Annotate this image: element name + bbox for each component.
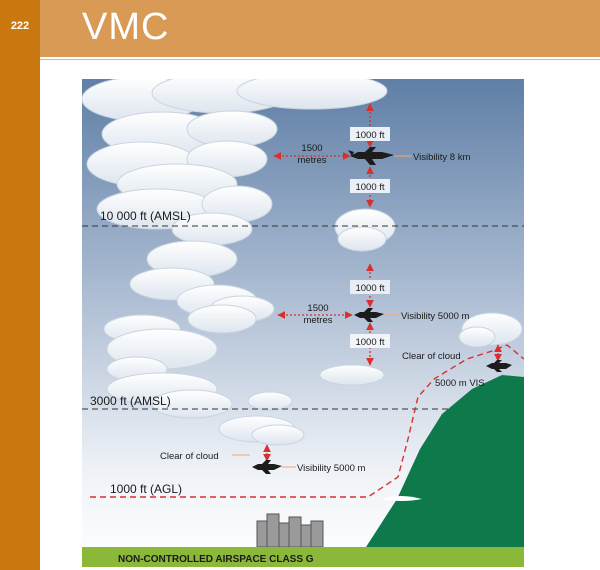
right-visibility-label: 5000 m VIS <box>435 378 485 389</box>
vmc-diagram <box>82 79 524 567</box>
upper-vert-top-label: 1000 ft <box>355 130 385 141</box>
middle-horiz-label-2: metres <box>303 315 333 326</box>
page-title: VMC <box>82 6 170 48</box>
low-visibility-label: Visibility 5000 m <box>297 463 366 474</box>
upper-horiz-label-2: metres <box>297 155 327 166</box>
side-strip <box>0 0 40 570</box>
middle-horiz-label-1: 1500 <box>307 303 329 314</box>
middle-visibility-label: Visibility 5000 m <box>401 311 470 322</box>
altitude-10000-label: 10 000 ft (AMSL) <box>100 209 191 223</box>
ground-band-label: NON-CONTROLLED AIRSPACE CLASS G <box>118 554 314 565</box>
page-number: 222 <box>10 20 30 32</box>
header-rule <box>40 59 600 60</box>
low-clear-label: Clear of cloud <box>160 451 219 462</box>
altitude-3000-label: 3000 ft (AMSL) <box>90 394 171 408</box>
upper-vert-bottom-label: 1000 ft <box>355 182 385 193</box>
altitude-1000-agl-label: 1000 ft (AGL) <box>110 482 183 496</box>
middle-vert-bottom-label: 1000 ft <box>355 337 385 348</box>
middle-vert-top-label: 1000 ft <box>355 283 385 294</box>
upper-visibility-label: Visibility 8 km <box>413 152 471 163</box>
upper-horiz-label-1: 1500 <box>301 143 323 154</box>
right-clear-label: Clear of cloud <box>402 351 461 362</box>
